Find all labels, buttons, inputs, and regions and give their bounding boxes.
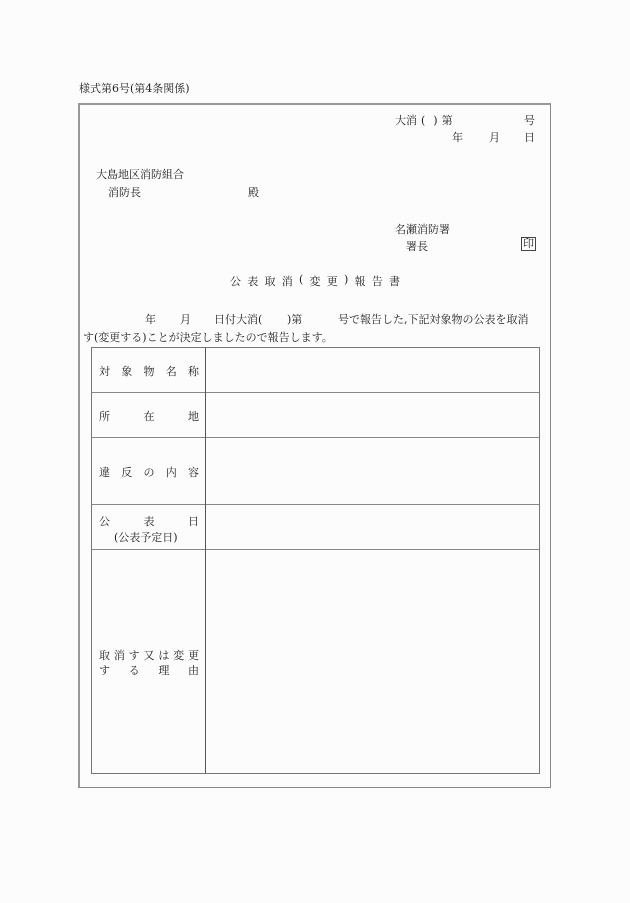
row-label [99, 408, 199, 424]
row-label [99, 513, 199, 529]
body-rest: 号で報告した,下記対象物の公表を取消 [338, 313, 529, 326]
label-char: す [128, 649, 140, 662]
title-char: 表 [247, 275, 259, 288]
body-month: 月 [180, 313, 191, 326]
label-char: 消 [113, 649, 125, 662]
row-label [99, 363, 199, 379]
table-row-location [92, 393, 539, 438]
label-char: 地 [188, 410, 199, 423]
title-char: 報 [354, 275, 366, 288]
ref-paren-close: ) [433, 114, 438, 127]
label-char: 所 [99, 410, 110, 423]
title-char: 告 [371, 275, 383, 288]
recipient-org: 大島地区消防組合 [96, 168, 184, 181]
table-row-object-name [92, 348, 539, 393]
table-row-violation [92, 438, 539, 505]
body-year: 年 [145, 313, 156, 326]
row-label-2 [99, 662, 199, 678]
date-month: 月 [489, 131, 500, 144]
label-char: 表 [143, 515, 155, 528]
label-char: 容 [188, 466, 199, 479]
label-char: 理 [158, 664, 170, 677]
title-char: ( [298, 273, 304, 286]
label-char: は [158, 649, 170, 662]
body-close: )第 [287, 313, 303, 326]
ref-dai: 第 [441, 114, 453, 127]
seal-mark [521, 237, 536, 251]
label-char: る [128, 664, 140, 677]
title-char: 公 [230, 275, 241, 288]
location-field[interactable] [206, 393, 539, 437]
title-char: 更 [326, 275, 338, 288]
label-char: 更 [187, 649, 199, 662]
recipient-title: 消防長 [108, 186, 141, 199]
date-year: 年 [452, 131, 463, 144]
violation-field[interactable] [206, 438, 539, 504]
seal-icon: 印 [523, 237, 534, 250]
table-row-reason [92, 550, 539, 773]
object-name-field[interactable] [206, 348, 539, 392]
label-char: 象 [121, 365, 133, 378]
reference-number [395, 112, 453, 128]
label-char: 反 [121, 466, 133, 479]
date-day: 日 [524, 131, 535, 144]
label-char: 名 [165, 365, 177, 378]
label-char: 違 [99, 466, 110, 479]
label-char: 在 [143, 410, 155, 423]
title-char: 変 [309, 275, 321, 288]
label-char: 由 [187, 664, 199, 677]
row-sub-label: (公表予定日) [114, 531, 178, 544]
row-label [99, 647, 199, 663]
title-char: 取 [264, 275, 276, 288]
publication-date-field[interactable] [206, 505, 539, 549]
label-char: 称 [188, 365, 199, 378]
label-char: 内 [165, 466, 177, 479]
label-char: 又 [143, 649, 155, 662]
title-char: 書 [388, 275, 400, 288]
label-char: 日 [188, 515, 199, 528]
label-char: の [143, 466, 155, 479]
column-divider [205, 348, 206, 773]
label-char: す [99, 664, 110, 677]
label-char: 変 [173, 649, 185, 662]
ref-go: 号 [524, 114, 535, 127]
label-char: 物 [143, 365, 155, 378]
ref-paren-open: ( [421, 114, 426, 127]
row-label [99, 464, 199, 480]
ref-prefix: 大消 [395, 114, 417, 127]
sender-title: 署長 [406, 240, 428, 253]
label-char: 対 [99, 365, 110, 378]
title-char: ) [343, 273, 349, 286]
report-table [91, 347, 540, 774]
sender-org: 名瀬消防署 [395, 223, 450, 236]
label-char: 取 [99, 649, 110, 662]
label-char: 公 [99, 515, 110, 528]
document-title [230, 273, 400, 289]
body-dated: 日付大消( [214, 313, 263, 326]
recipient-honorific: 殿 [248, 186, 259, 199]
table-row-publication-date [92, 505, 539, 550]
body-line-2: す(変更する)ことが決定しましたので報告します。 [83, 331, 333, 344]
title-char: 消 [281, 275, 293, 288]
reason-field[interactable] [206, 550, 539, 773]
form-number-label: 様式第6号(第4条関係) [79, 82, 190, 95]
